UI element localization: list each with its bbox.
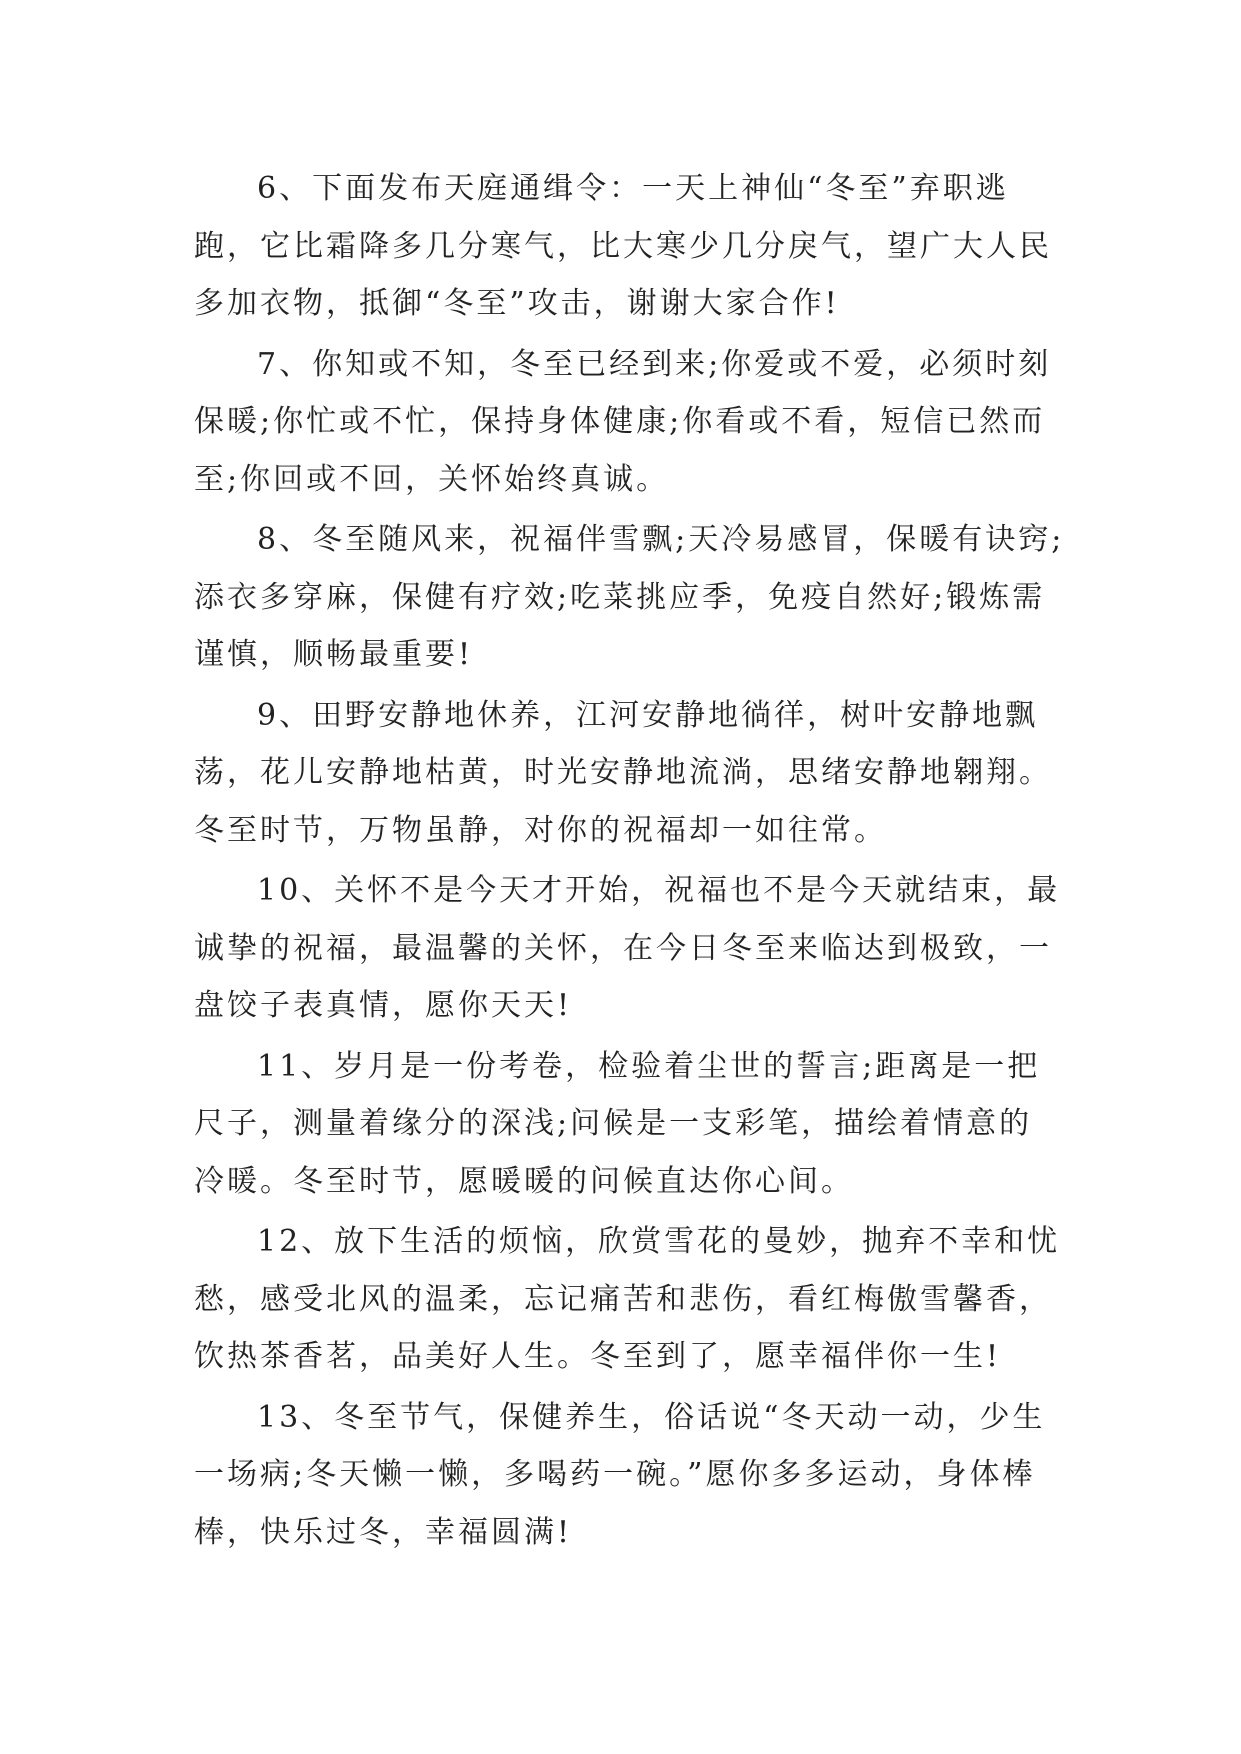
paragraph-line: 保暖;你忙或不忙，保持身体健康;你看或不看，短信已然而 — [194, 404, 1046, 439]
paragraph-line: 尺子，测量着缘分的深浅;问候是一支彩笔，描绘着情意的 — [194, 1106, 1033, 1141]
paragraph-line: 7、你知或不知，冬至已经到来;你爱或不爱，必须时刻 — [257, 346, 1052, 382]
paragraph-line: 6、下面发布天庭通缉令：一天上神仙“冬至”弃职逃 — [257, 171, 1009, 206]
paragraph-line: 愁，感受北风的温柔，忘记痛苦和悲伤，看红梅傲雪馨香， — [194, 1281, 1052, 1317]
document-body — [194, 160, 1154, 1561]
paragraph-line: 10、关怀不是今天才开始，祝福也不是今天就结束，最 — [257, 873, 1061, 908]
paragraph-line: 饮热茶香茗，品美好人生。冬至到了，愿幸福伴你一生! — [194, 1339, 1002, 1374]
paragraph-6 — [194, 160, 1154, 333]
paragraph-line: 冬至时节，万物虽静，对你的祝福却一如往常。 — [194, 812, 887, 848]
paragraph-line: 至;你回或不回，关怀始终真诚。 — [194, 461, 670, 497]
paragraph-line: 盘饺子表真情，愿你天天! — [194, 988, 573, 1023]
paragraph-10 — [194, 862, 1154, 1035]
paragraph-line: 12、放下生活的烦恼，欣赏雪花的曼妙，抛弃不幸和忧 — [257, 1224, 1061, 1259]
paragraph-line: 11、岁月是一份考卷，检验着尘世的誓言;距离是一把 — [257, 1048, 1041, 1084]
paragraph-11 — [194, 1038, 1154, 1211]
paragraph-line: 多加衣物，抵御“冬至”攻击，谢谢大家合作! — [194, 286, 840, 321]
paragraph-line: 诚挚的祝福，最温馨的关怀，在今日冬至来临达到极致，一 — [194, 930, 1052, 966]
paragraph-line: 冷暖。冬至时节，愿暖暖的问候直达你心间。 — [194, 1163, 854, 1199]
paragraph-13 — [194, 1389, 1154, 1562]
paragraph-12 — [194, 1213, 1154, 1386]
paragraph-8 — [194, 511, 1154, 684]
paragraph-line: 一场病;冬天懒一懒，多喝药一碗。”愿你多多运动，身体棒 — [194, 1457, 1036, 1492]
paragraph-line: 13、冬至节气，保健养生，俗话说“冬天动一动，少生 — [257, 1399, 1046, 1435]
paragraph-line: 谨慎，顺畅最重要! — [194, 637, 474, 672]
paragraph-line: 棒，快乐过冬，幸福圆满! — [194, 1514, 573, 1550]
paragraph-9 — [194, 687, 1154, 860]
paragraph-line: 9、田野安静地休养，江河安静地徜徉，树叶安静地飘 — [257, 697, 1039, 733]
paragraph-line: 8、冬至随风来，祝福伴雪飘;天冷易感冒，保暖有诀窍; — [257, 522, 1065, 557]
paragraph-line: 跑，它比霜降多几分寒气，比大寒少几分戾气，望广大人民 — [194, 228, 1052, 264]
paragraph-line: 荡，花儿安静地枯黄，时光安静地流淌，思绪安静地翱翔。 — [194, 755, 1052, 790]
paragraph-line: 添衣多穿麻，保健有疗效;吃菜挑应季，免疫自然好;锻炼需 — [194, 579, 1046, 615]
paragraph-7 — [194, 336, 1154, 509]
